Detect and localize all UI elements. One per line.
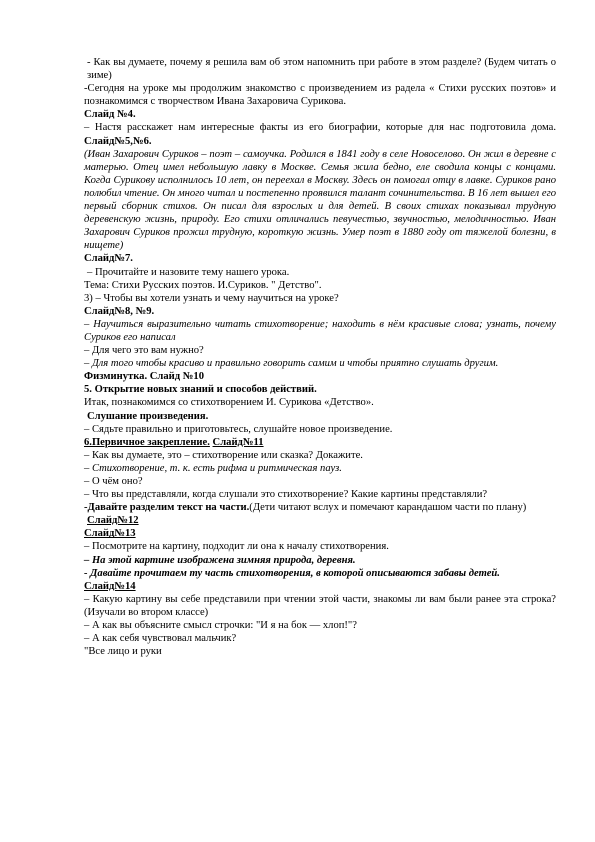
text-line: – О чём оно?: [84, 476, 143, 487]
text-line: – А как себя чувствовал мальчик?: [84, 633, 237, 645]
answer-line: – Научиться выразительно читать стихотворение; находить в нём красивые слова; узнать, почему Суриков его написал: [84, 318, 556, 343]
answer-line: – Для того чтобы красиво и правильно говорить самим и чтобы приятно слушать другим.: [84, 358, 499, 370]
text-line: – А как вы объясните смысл строчки: "И я на бок — хлоп!"?: [84, 620, 357, 632]
document-page: [84, 56, 556, 658]
section-heading: [84, 436, 556, 449]
slide-heading: Слайд№13: [84, 528, 136, 540]
intro-paragraph: -Сегодня на уроке мы продолжим знакомство с произведением из радела « Стихи русских поэтов» и познакомимся с творчеством Ивана Захаровича Сурикова.: [84, 83, 556, 108]
section-heading: Физминутка. Слайд №10: [84, 371, 205, 383]
instruction-note: (Дети читают вслух и помечают карандашом части по плану): [249, 502, 527, 514]
text-line: – Прочитайте и назовите тему нашего урока.: [87, 266, 290, 278]
quote-line: "Все лицо и руки: [84, 646, 162, 658]
text-line: 3) – Чтобы вы хотели узнать и чему научиться на уроке?: [84, 292, 339, 304]
slide-heading: Слайд№11: [212, 436, 264, 448]
text-line: – Посмотрите на картину, подходит ли она к началу стихотворения.: [84, 541, 389, 553]
slide-heading: Слайд№14: [84, 580, 136, 592]
slide-heading: Слайд№5,№6.: [84, 135, 152, 147]
slide-heading: Слайд №4.: [84, 109, 136, 121]
instruction-text: -Давайте разделим текст на части.: [84, 502, 250, 514]
text-line: – Какую картину вы себе представили при чтении этой части, знакомы ли вам были ранее эта строка? (Изучали во втором классе): [84, 593, 556, 618]
section-heading-text: 6.Первичное закрепление.: [84, 436, 210, 448]
answer-line: – На этой картине изображена зимняя природа, деревня.: [84, 554, 356, 566]
text-line: – Для чего это вам нужно?: [84, 345, 204, 357]
answer-line: – Стихотворение, т. к. есть рифма и ритмическая пауз.: [84, 462, 342, 474]
section-heading: Слушание произведения.: [87, 410, 209, 422]
biography-prompt: [84, 121, 556, 147]
instruction-line: - Давайте прочитаем ту часть стихотворения, в которой описываются забавы детей.: [84, 567, 500, 579]
lesson-topic: Тема: Стихи Русских поэтов. И.Суриков. " Детство".: [84, 279, 322, 291]
question-paragraph: - Как вы думаете, почему я решила вам об этом напомнить при работе в этом разделе? (Будем читать о зиме): [87, 57, 556, 82]
biography-prompt-text: – Настя расскажет нам интересные факты из его биографии, которые для нас подготовила дома.: [84, 122, 556, 134]
text-line: – Как вы думаете, это – стихотворение или сказка? Докажите.: [84, 449, 363, 461]
slide-heading: Слайд№7.: [84, 253, 133, 265]
text-line: [84, 501, 556, 514]
slide-heading: Слайд№8, №9.: [84, 305, 155, 317]
section-heading: 5. Открытие новых знаний и способов действий.: [84, 384, 317, 396]
slide-heading: Слайд№12: [87, 515, 139, 527]
biography-paragraph: (Иван Захарович Суриков – поэт – самоучка. Родился в 1841 году в селе Новоселово. Он жил в деревне с матерью. Отец имел небольшую лавку в Москве. Семья жила бедно, еле сводила концы с концами. Когда Сурикову исполнилось 10 лет, он переехал в Москву. Здесь он помогал отцу в лавке. Суриков рано полюбил чтение. Он много читал и постепенно проявился талант сочинительства. В 16 лет вышел его первый сборник стихов. Он писал для взрослых и для детей. В своих стихах показывал трудную деревенскую жизнь, природу. Его стихи отличались певучестью, звучностью, мелодичностью. Иван Захарович Суриков прожил трудную, короткую жизнь. Умер поэт в 1880 году от тяжелой болезни, в нищете): [84, 148, 556, 252]
text-line: – Сядьте правильно и приготовьтесь, слушайте новое произведение.: [84, 423, 393, 435]
text-line: Итак, познакомимся со стихотворением И. Сурикова «Детство».: [84, 397, 374, 409]
text-line: – Что вы представляли, когда слушали это стихотворение? Какие картины представляли?: [84, 489, 488, 501]
